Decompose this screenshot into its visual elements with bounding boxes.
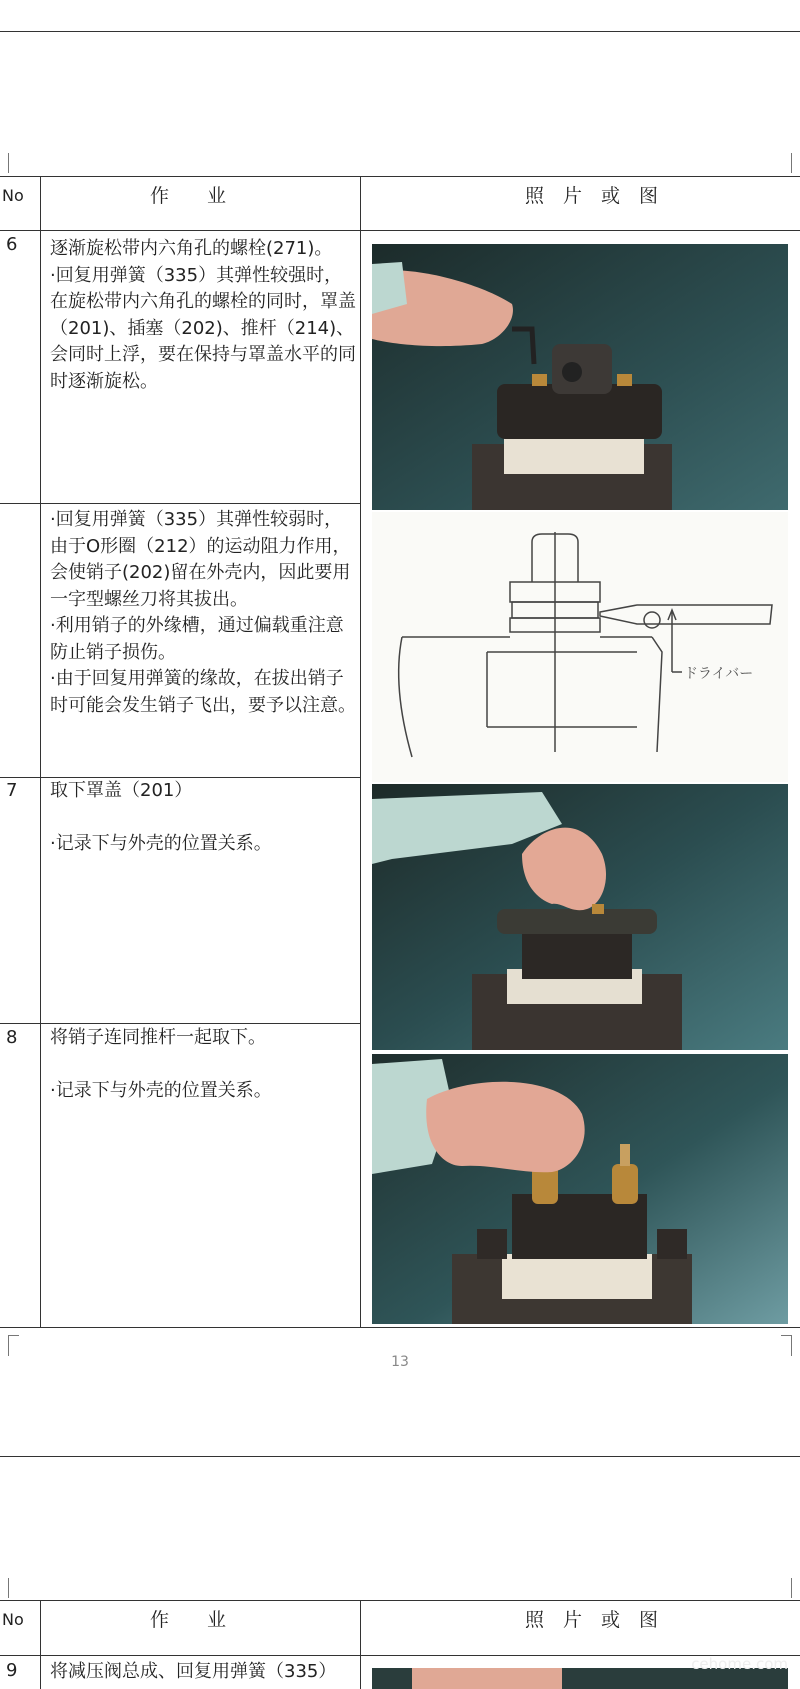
crop-mark bbox=[8, 1335, 19, 1356]
table-header-top bbox=[0, 1600, 800, 1601]
work-line: ·回复用弹簧（335）其弹性较弱时，由于O形圈（212）的运动阻力作用，会使销子(202)留在外壳内，因此要用一字型螺丝刀将其拔出。 bbox=[50, 509, 351, 610]
page-number: 13 bbox=[391, 1354, 409, 1370]
row-number: 7 bbox=[6, 780, 18, 801]
col-divider-no bbox=[40, 1600, 41, 1689]
row-work-text bbox=[50, 1025, 356, 1104]
work-line: 取下罩盖（201） bbox=[50, 780, 193, 801]
row-work-text bbox=[50, 507, 356, 719]
col-divider-photo bbox=[360, 1600, 361, 1689]
table-bottom bbox=[0, 1327, 800, 1328]
work-line: ·回复用弹簧（335）其弹性较强时，在旋松带内六角孔的螺栓的同时，罩盖（201)、插塞（202)、推杆（214)、会同时上浮，要在保持与罩盖水平的同时逐渐旋松。 bbox=[50, 264, 356, 392]
work-line: 逐渐旋松带内六角孔的螺栓(271)。 bbox=[50, 238, 333, 259]
row-number: 9 bbox=[6, 1660, 18, 1681]
photo-remove-cover bbox=[372, 784, 788, 1050]
work-line: ·由于回复用弹簧的缘故，在拔出销子时可能会发生销子飞出，要予以注意。 bbox=[50, 668, 356, 716]
crop-mark bbox=[8, 153, 19, 173]
photo-loosen-bolt bbox=[372, 244, 788, 510]
work-line: ·记录下与外壳的位置关系。 bbox=[50, 1079, 272, 1101]
header-no: No bbox=[2, 1610, 24, 1629]
crop-mark bbox=[781, 1578, 792, 1598]
crop-mark bbox=[781, 153, 792, 173]
table-header-bottom bbox=[0, 1655, 800, 1656]
watermark: cehome.com bbox=[691, 1655, 788, 1673]
col-divider-no bbox=[40, 176, 41, 1327]
row-number: 6 bbox=[6, 234, 18, 255]
header-work: 作 业 bbox=[150, 1609, 227, 1631]
work-line: 将减压阀总成、回复用弹簧（335） bbox=[50, 1661, 337, 1682]
diagram-label: ドライバー bbox=[684, 666, 754, 682]
work-line: 将销子连同推杆一起取下。 bbox=[50, 1027, 266, 1048]
row-work-text bbox=[50, 236, 356, 395]
diagram-screwdriver bbox=[372, 512, 788, 782]
table-header-bottom bbox=[0, 230, 800, 231]
table-header-top bbox=[0, 176, 800, 177]
row-divider bbox=[0, 1023, 360, 1024]
row-number: 8 bbox=[6, 1027, 18, 1048]
header-photo: 照 片 或 图 bbox=[525, 185, 659, 207]
work-line: ·利用销子的外缘槽，通过偏载重注意防止销子损伤。 bbox=[50, 615, 344, 663]
row-divider bbox=[0, 503, 360, 504]
header-no: No bbox=[2, 186, 24, 205]
header-work: 作 业 bbox=[150, 185, 227, 207]
row-work-text bbox=[50, 1659, 356, 1686]
work-line: ·记录下与外壳的位置关系。 bbox=[50, 832, 272, 854]
col-divider-photo bbox=[360, 176, 361, 1327]
header-photo: 照 片 或 图 bbox=[525, 1609, 659, 1631]
crop-mark bbox=[781, 1335, 792, 1356]
page2-top-border bbox=[0, 1456, 800, 1457]
photo-remove-pin bbox=[372, 1054, 788, 1324]
page1-top-border bbox=[0, 31, 800, 32]
row-work-text bbox=[50, 778, 356, 857]
crop-mark bbox=[8, 1578, 19, 1598]
